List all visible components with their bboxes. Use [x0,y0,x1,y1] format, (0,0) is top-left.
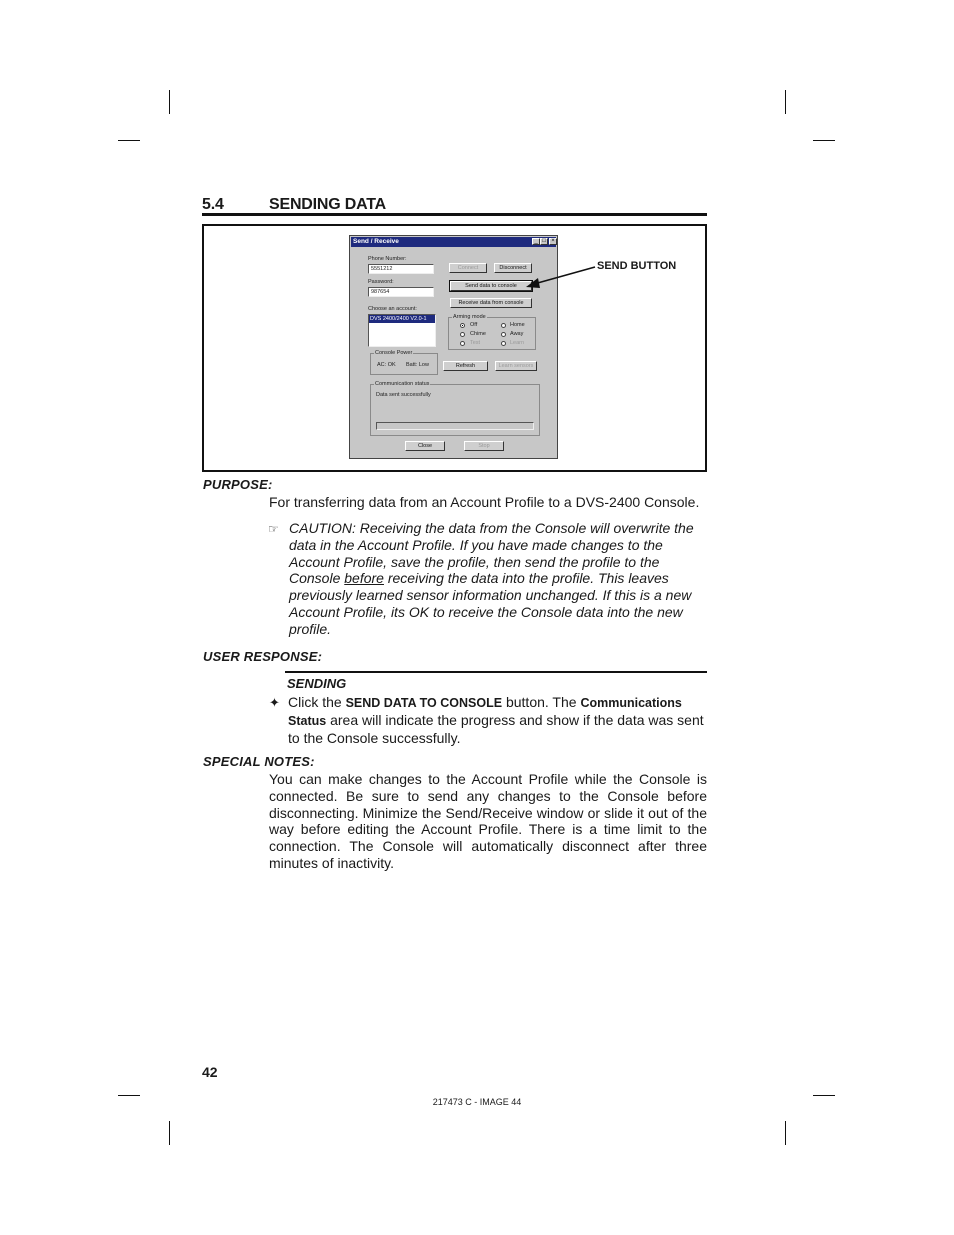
stop-button[interactable]: Stop [464,441,504,451]
learn-sensors-button[interactable]: Learn sensors [495,361,537,371]
refresh-button[interactable]: Refresh [443,361,488,371]
connect-button[interactable]: Connect [449,263,487,273]
section-rule [202,213,707,216]
caution-text: CAUTION: Receiving the data from the Console will overwrite the data in the Account Profile. If you have made changes to the Account Profile, save the profile, then send the profile to the Console [289,520,694,587]
dialog-titlebar [351,237,556,247]
arming-test-label: Test [470,340,481,346]
maximize-button[interactable]: □ [540,238,548,245]
disconnect-button[interactable]: Disconnect [494,263,532,273]
step-text: area will indicate the progress and show if the data was sent to the Console successfully. [288,712,704,746]
arming-chime-label: Chime [470,331,486,337]
password-label: Password: [368,279,394,285]
user-response-heading: USER RESPONSE: [203,649,323,664]
crop-mark [813,1095,835,1096]
special-notes-text: You can make changes to the Account Profile while the Console is connected. Be sure to send any changes to the Console before disconnecting. Minimize the Send/Receive window or slide it out of the way before editing the Account Profile. There is a time limit to the connection. The Console will automatically disconnect after three minutes of inactivity. [269,771,707,871]
close-icon[interactable]: × [549,238,557,245]
arming-test-radio[interactable] [460,341,465,346]
arming-home-label: Home [510,322,525,328]
account-list[interactable] [368,314,436,347]
crop-mark [169,1121,170,1145]
section-title: SENDING DATA [269,196,387,213]
arming-off-radio[interactable] [460,323,465,328]
step-area-name: Communications Status [288,696,682,728]
footer-code: 217473 C - IMAGE 44 [432,1097,522,1107]
arming-learn-radio[interactable] [501,341,506,346]
communication-status-text: Data sent successfully [376,392,431,398]
communication-status-label: Communication status [375,381,430,387]
crop-mark [118,1095,140,1096]
receive-data-from-console-button[interactable]: Receive data from console [450,298,532,308]
arming-chime-radio[interactable] [460,332,465,337]
sending-subheading: SENDING [287,676,347,691]
arming-off-label: Off [470,322,478,328]
console-power-label: Console Power [375,350,413,356]
send-button-callout: SEND BUTTON [597,260,677,272]
caution-note [289,520,709,638]
caution-text-end: receiving the data into the profile. This leaves previously learned sensor information unchanged. If this is a new Account Profile, its OK to receive the Console data into the new profile. [289,570,692,637]
section-number: 5.4 [202,196,224,213]
arming-away-radio[interactable] [501,332,506,337]
purpose-heading: PURPOSE: [203,477,273,492]
phone-label: Phone Number: [368,256,407,262]
crop-mark [118,140,140,141]
page-number: 42 [202,1064,218,1080]
user-response-step [288,694,708,747]
crop-mark [785,90,786,114]
arming-away-label: Away [510,331,524,337]
subsection-rule [285,671,707,673]
send-data-to-console-button[interactable]: Send data to console [450,281,532,291]
progress-bar [376,422,534,430]
purpose-text: For transferring data from an Account Profile to a DVS-2400 Console. [269,494,700,510]
crop-mark [813,140,835,141]
phone-number-input[interactable]: 5551212 [368,264,434,274]
crop-mark [169,90,170,114]
close-button[interactable]: Close [405,441,445,451]
arming-learn-label: Learn [510,340,525,346]
step-text: button. The [502,694,581,710]
power-ac-status: AC: OK [377,362,396,368]
power-battery-status: Batt: Low [406,362,429,368]
password-input[interactable]: 987654 [368,287,434,297]
bullet-star-icon: ✦ [269,695,280,710]
dialog-title: Send / Receive [353,238,399,245]
account-list-item[interactable]: DVS 2400/2400 V2.0-1 [369,315,435,323]
callout-arrow-icon [520,262,600,292]
special-notes-heading: SPECIAL NOTES: [203,754,315,769]
step-text: Click the [288,694,346,710]
caution-emphasis: before [344,570,384,587]
arming-mode-label: Arming mode [453,314,486,320]
pointing-hand-icon: ☞ [268,522,279,536]
account-label: Choose an account: [368,306,417,312]
step-button-name: SEND DATA TO CONSOLE [345,696,503,710]
minimize-button[interactable]: _ [532,238,540,245]
crop-mark [785,1121,786,1145]
arming-home-radio[interactable] [501,323,506,328]
